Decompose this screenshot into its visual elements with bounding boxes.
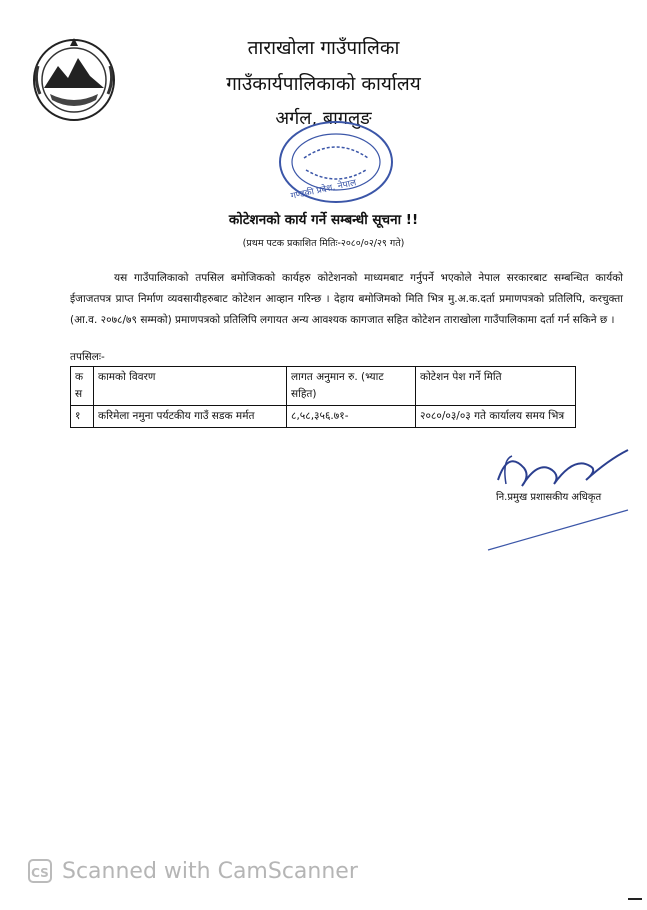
- quotation-table: [70, 366, 576, 428]
- published-date: (प्रथम पटक प्रकाशित मितिः-२०८०/०२/२९ गते): [242, 238, 405, 249]
- corner-mark: [628, 898, 642, 900]
- header-cost-estimate: लागत अनुमान रु. (भ्याट सहित): [287, 367, 416, 406]
- table-header-row: [71, 367, 576, 406]
- seal-text: गण्डकी प्रदेश, नेपाल: [289, 178, 358, 202]
- signature-mark: [478, 440, 638, 570]
- header-serial: क स: [71, 367, 94, 406]
- camscanner-logo-icon: CS: [28, 859, 52, 883]
- table-row: [71, 406, 576, 428]
- notice-body: यस गाउँपालिकाको तपसिल बमोजिकको कार्यहरु कोटेशनको माध्यमबाट गर्नुपर्ने भएकोले नेपाल सरकारबाट सम्बन्धित कार्यको ईजाजतपत्र प्राप्त निर्माण व्यवसायीहरुबाट कोटेशन आव्हान गरिन्छ । देहाय बमोजिमको मिति भित्र मु.अ.क.दर्ता प्रमाणपत्रको प्रतिलिपि, करचुक्ता (आ.व. २०७८/७९ सम्मको) प्रमाणपत्रको प्रतिलिपि लगायत अन्य आवश्यक कागजात सहित कोटेशन ताराखोला गाउँपालिकामा दर्ता गर्न सकिने छ ।: [70, 272, 623, 326]
- header-work-description: कामको विवरण: [94, 367, 287, 406]
- camscanner-text: Scanned with CamScanner: [62, 859, 358, 884]
- header-submission-date: कोटेशन पेश गर्ने मिति: [416, 367, 576, 406]
- cell-work-description: करिमेला नमुना पर्यटकीय गाउँ सडक मर्मत: [94, 406, 287, 428]
- cell-cost-estimate: ८,५८,३५६.७१-: [287, 406, 416, 428]
- notice-title: कोटेशनको कार्य गर्ने सम्बन्धी सूचना !!: [228, 212, 419, 228]
- cell-serial: १: [71, 406, 94, 428]
- signatory-title: नि.प्रमुख प्रशासकीय अधिकृत: [496, 492, 602, 503]
- header-municipality: ताराखोला गाउँपालिका: [247, 37, 400, 59]
- header-office: गाउँकार्यपालिकाको कार्यालय: [226, 73, 421, 95]
- table-caption: तपसिलः-: [70, 351, 105, 363]
- header-location: अर्गल, बागलुङ: [275, 108, 372, 129]
- cell-submission-date: २०८०/०३/०३ गते कार्यालय समय भित्र: [416, 406, 576, 428]
